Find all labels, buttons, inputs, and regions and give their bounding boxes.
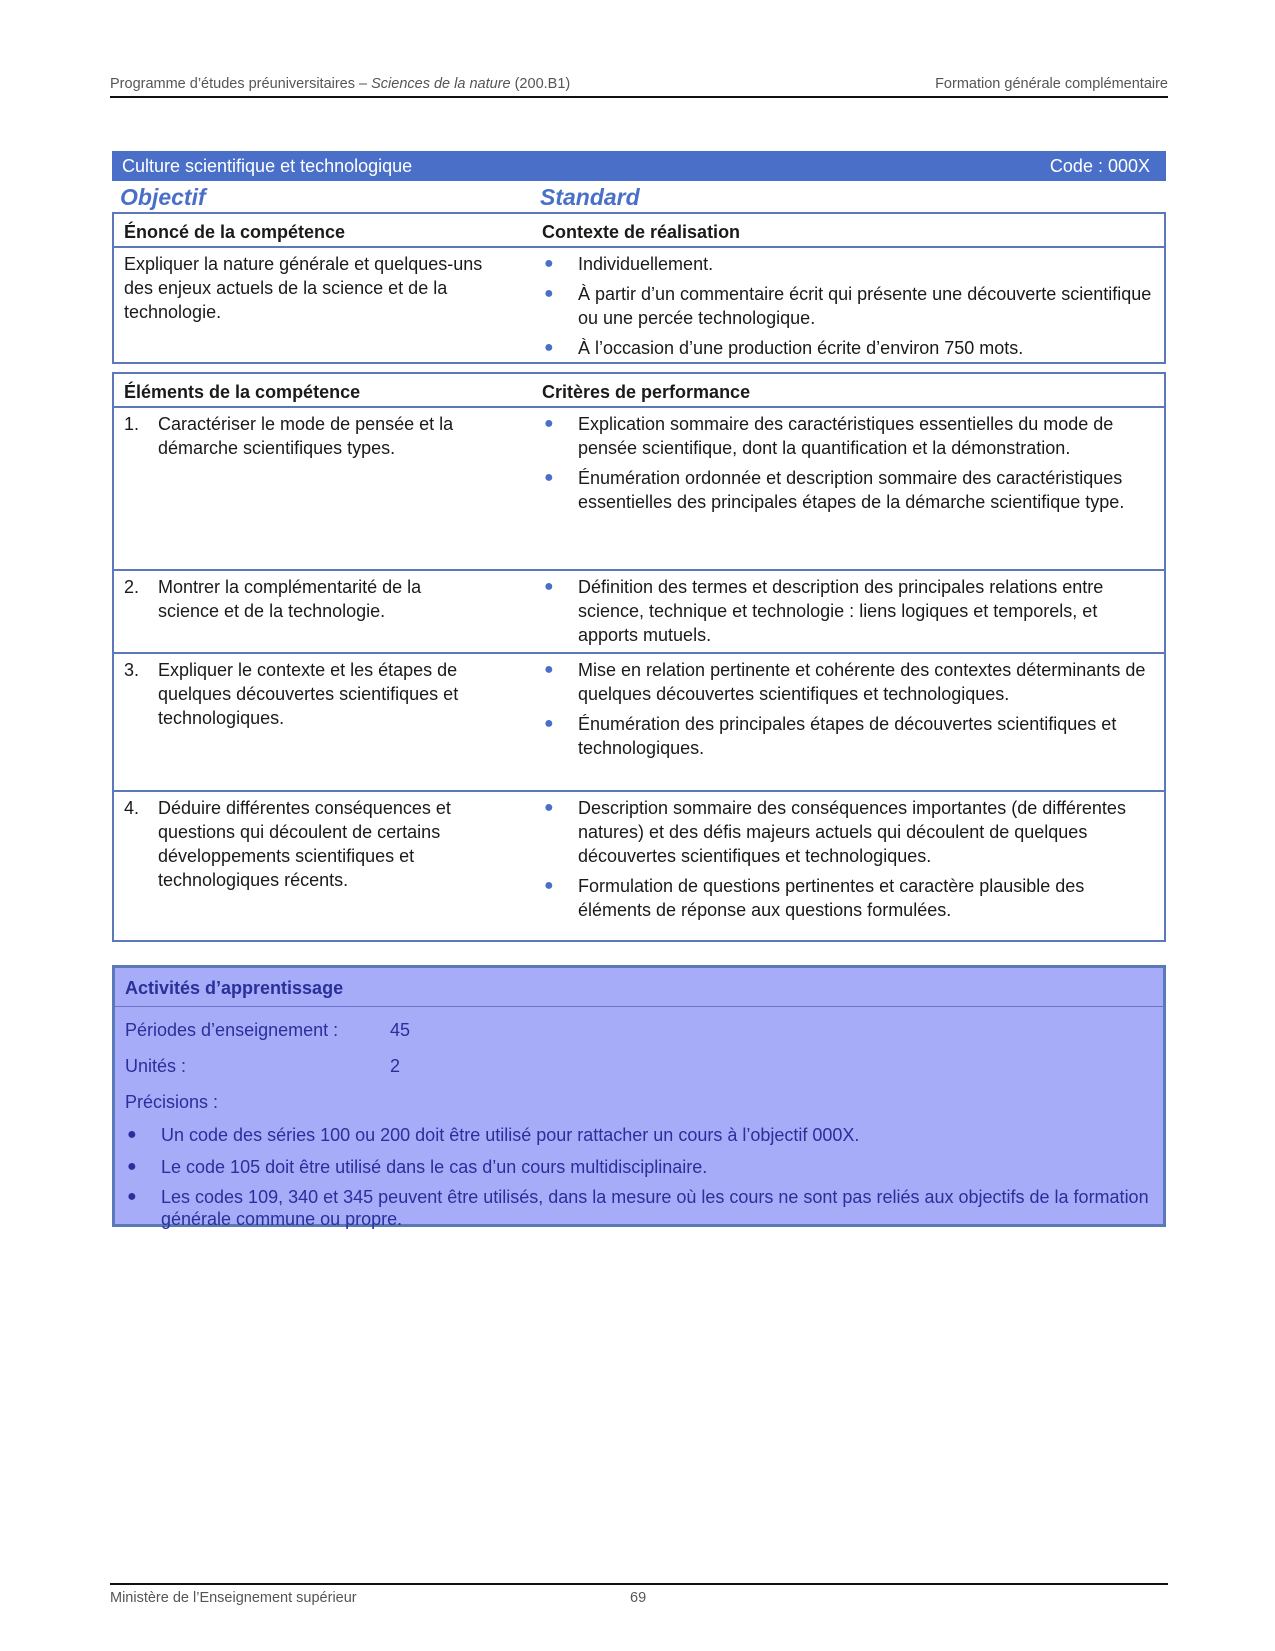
- ministry-name: Ministère de l’Enseignement supérieur: [110, 1590, 357, 1606]
- bullet-icon: ●: [544, 661, 554, 678]
- divider: [114, 246, 1164, 248]
- precision-item: ● Un code des séries 100 ou 200 doit être utilisé pour rattacher un cours à l’objectif 000X.: [127, 1125, 860, 1145]
- course-code: Code : 000X: [1049, 156, 1150, 176]
- bullet-icon: ●: [544, 285, 554, 302]
- context-heading: Contexte de réalisation: [542, 222, 741, 242]
- criteria-list: [542, 658, 1152, 760]
- element-item: 3. Expliquer le contexte et les étapes de quelques découvertes scientifiques et technologiques.: [124, 660, 459, 728]
- element-item: 2. Montrer la complémentarité de la science et de la technologie.: [124, 577, 422, 621]
- bullet-icon: ●: [544, 715, 554, 732]
- context-item: ● Individuellement.: [544, 254, 714, 274]
- page-header: [110, 76, 1168, 98]
- bullet-icon: ●: [127, 1126, 137, 1143]
- precisions-label: Précisions :: [125, 1092, 219, 1112]
- context-list: [542, 252, 1152, 360]
- criteria-list: [542, 796, 1152, 922]
- divider: [114, 569, 1164, 571]
- criteria-item: ● Description sommaire des conséquences importantes (de différentes natures) et des défis majeurs actuels qui découlent de quelques découvertes scientifiques et technologiques.: [544, 798, 1126, 866]
- context-item: ● À l’occasion d’une production écrite d’environ 750 mots.: [544, 338, 1024, 358]
- units-label: Unités :: [125, 1056, 187, 1076]
- bullet-icon: ●: [544, 578, 554, 595]
- criteria-item: ● Énumération ordonnée et description sommaire des caractéristiques essentielles des principales étapes de la démarche scientifique type.: [544, 468, 1125, 512]
- periods-label: Périodes d’enseignement :: [125, 1020, 339, 1040]
- criteria-list: [542, 575, 1152, 647]
- element-item: 1. Caractériser le mode de pensée et la démarche scientifiques types.: [124, 414, 454, 458]
- course-title-bar: [112, 151, 1166, 181]
- bullet-icon: ●: [544, 799, 554, 816]
- competence-statement: Expliquer la nature générale et quelques-uns des enjeux actuels de la science et de la technologie.: [124, 254, 483, 322]
- criteria-item: ● Définition des termes et description des principales relations entre science, technique et technologie : liens logiques et temporels, et apports mutuels.: [544, 577, 1104, 645]
- context-item: ● À partir d’un commentaire écrit qui présente une découverte scientifique ou une percée technologique.: [544, 284, 1152, 328]
- criteria-heading: Critères de performance: [542, 382, 751, 402]
- units-value: 2: [390, 1056, 401, 1076]
- bullet-icon: ●: [544, 255, 554, 272]
- divider: [114, 406, 1164, 408]
- bullet-icon: ●: [127, 1158, 137, 1175]
- activities-heading: Activités d’apprentissage: [125, 978, 344, 998]
- elements-heading: Éléments de la compétence: [124, 382, 361, 402]
- section-title: Formation générale complémentaire: [935, 76, 1168, 92]
- learning-activities-box: [112, 965, 1166, 1227]
- periods-value: 45: [390, 1020, 411, 1040]
- competence-heading: Énoncé de la compétence: [124, 222, 346, 242]
- bullet-icon: ●: [544, 339, 554, 356]
- criteria-item: ● Énumération des principales étapes de découvertes scientifiques et technologiques.: [544, 714, 1117, 758]
- elements-table: [112, 372, 1166, 942]
- criteria-item: ● Explication sommaire des caractéristiques essentielles du mode de pensée scientifique, dont la quantification et la démonstration.: [544, 414, 1114, 458]
- bullet-icon: ●: [127, 1188, 137, 1205]
- page-number: 69: [630, 1590, 647, 1606]
- bullet-icon: ●: [544, 469, 554, 486]
- divider: [114, 652, 1164, 654]
- page-footer: [110, 1583, 1168, 1606]
- element-item: 4. Déduire différentes conséquences et questions qui découlent de certains développements scientifiques et technologiques récents.: [124, 798, 451, 890]
- objectif-label: Objectif: [120, 184, 206, 210]
- bullet-icon: ●: [544, 415, 554, 432]
- criteria-item: ● Formulation de questions pertinentes et caractère plausible des éléments de réponse aux questions formulées.: [544, 876, 1085, 920]
- precision-item: ● Le code 105 doit être utilisé dans le cas d’un cours multidisciplinaire.: [127, 1157, 708, 1177]
- course-title: Culture scientifique et technologique: [122, 156, 413, 176]
- standard-label: Standard: [540, 184, 640, 210]
- divider: [114, 790, 1164, 792]
- bullet-icon: ●: [544, 877, 554, 894]
- divider: [115, 1006, 1163, 1007]
- criteria-list: [542, 412, 1152, 514]
- program-name: Sciences de la nature: [371, 76, 511, 92]
- program-title: Programme d’études préuniversitaires – Sciences de la nature (200.B1): [110, 76, 571, 92]
- criteria-item: ● Mise en relation pertinente et cohérente des contextes déterminants de quelques découvertes scientifiques et technologiques.: [544, 660, 1146, 704]
- precision-item: ● Les codes 109, 340 et 345 peuvent être utilisés, dans la mesure où les cours ne sont pas reliés aux objectifs de la formation générale commune ou propre.: [127, 1187, 1149, 1229]
- competence-table: [112, 212, 1166, 364]
